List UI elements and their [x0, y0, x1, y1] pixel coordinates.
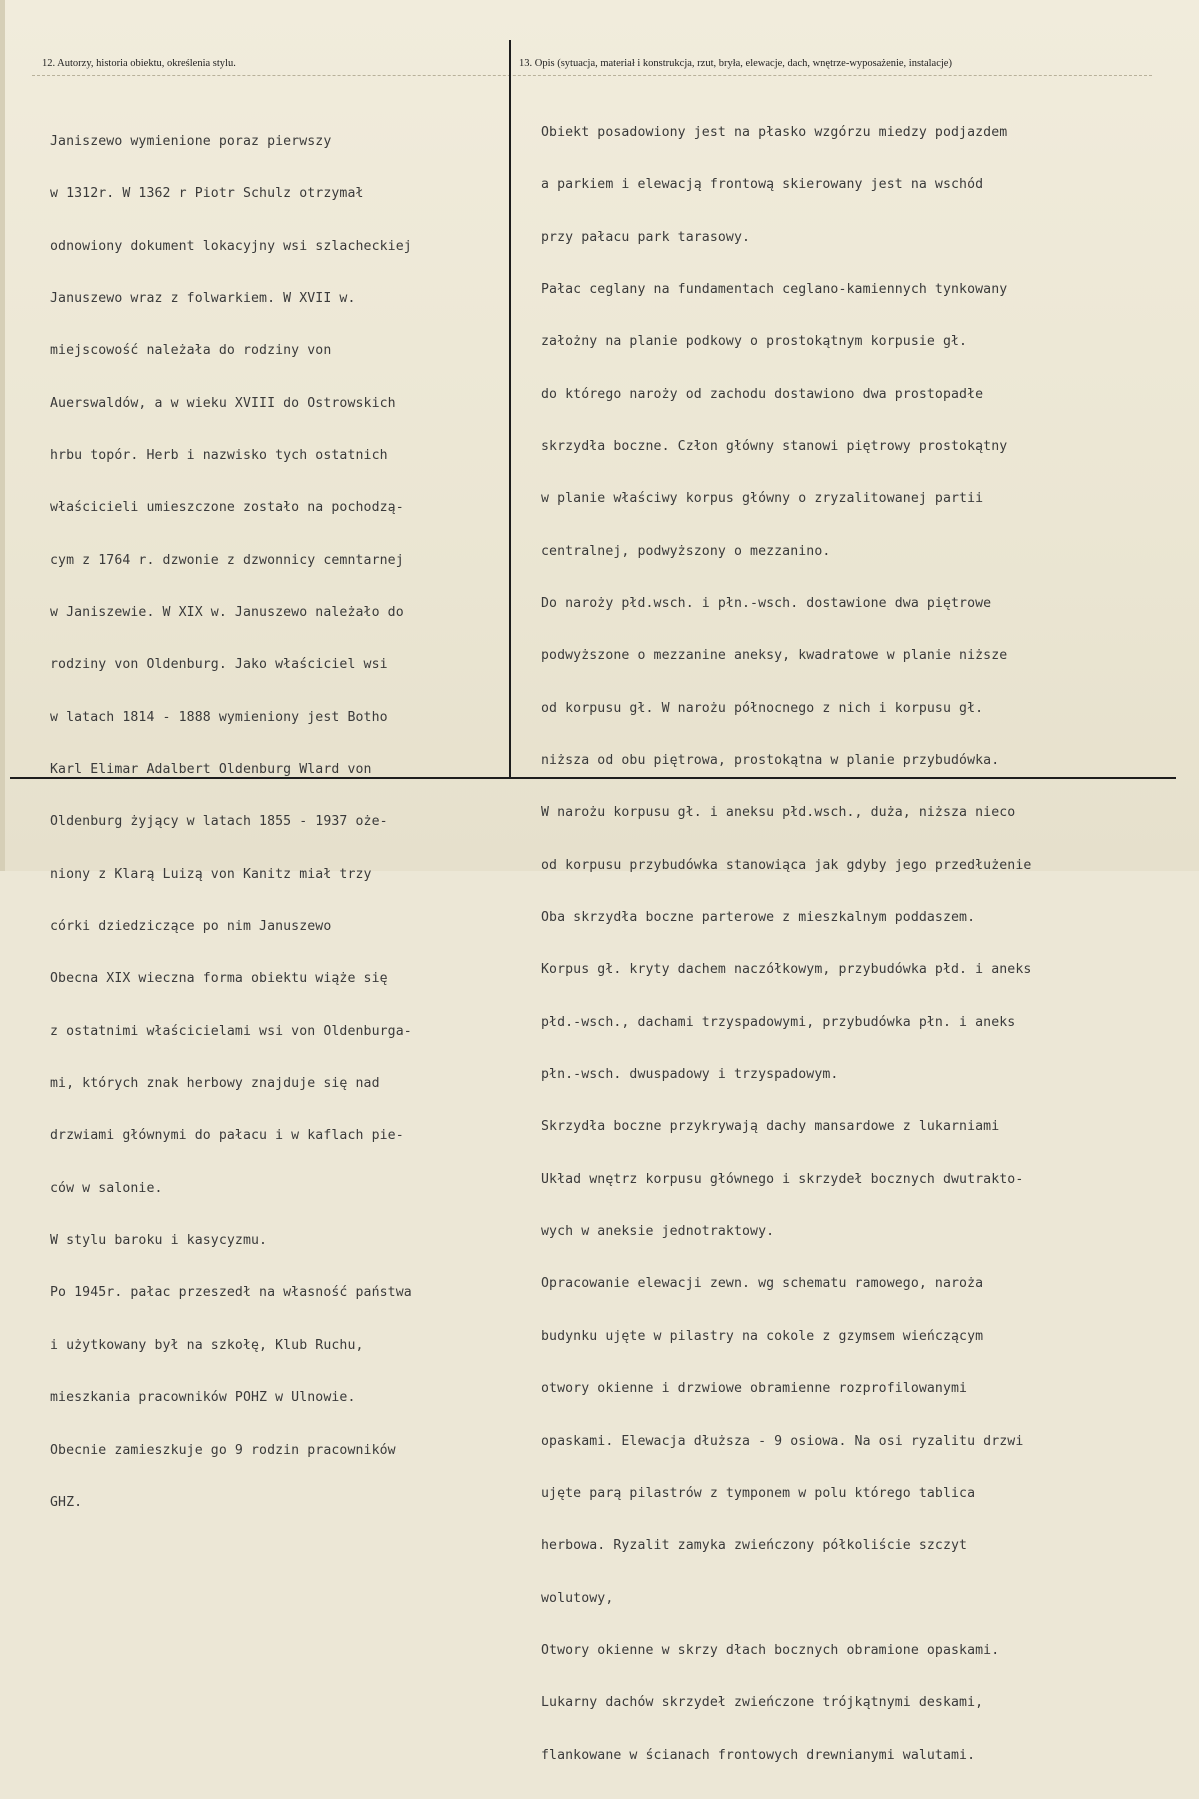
text-line: Otwory okienne w skrzy dłach bocznych obramione opaskami.	[541, 1642, 1000, 1658]
text-line: W stylu baroku i kasycyzmu.	[50, 1233, 268, 1249]
text-line: i użytkowany był na szkołę, Klub Ruchu,	[50, 1337, 364, 1353]
text-line: przy pałacu park tarasowy.	[541, 229, 751, 245]
sheet-edge	[0, 0, 5, 871]
text-line: wolutowy,	[541, 1590, 614, 1606]
text-line: w latach 1814 - 1888 wymieniony jest Botho	[50, 709, 388, 725]
text-line: W narożu korpusu gł. i aneksu płd.wsch., duża, niższa nieco	[541, 805, 1016, 821]
text-line: cym z 1764 r. dzwonie z dzwonnicy cemntarnej	[50, 552, 404, 568]
text-line: do którego naroży od zachodu dostawiono dwa prostopadłe	[541, 386, 984, 402]
text-line: Po 1945r. pałac przeszedł na własność państwa	[50, 1285, 412, 1301]
text-line: otwory okienne i drzwiowe obramienne rozprofilowanymi	[541, 1381, 968, 1397]
text-line: drzwiami głównymi do pałacu i w kaflach pie-	[50, 1128, 404, 1144]
text-line: córki dziedziczące po nim Januszewo	[50, 919, 332, 935]
text-line: Opracowanie elewacji zewn. wg schematu ramowego, naroża	[541, 1276, 984, 1292]
text-line: skrzydła boczne. Człon główny stanowi piętrowy prostokątny	[541, 438, 1008, 454]
text-line: rodziny von Oldenburg. Jako właściciel wsi	[50, 657, 388, 673]
text-line: Obecna XIX wieczna forma obiektu wiąże się	[50, 971, 388, 987]
text-line: Układ wnętrz korpusu głównego i skrzydeł bocznych dwutrakto-	[541, 1171, 1024, 1187]
text-line: a parkiem i elewacją frontową skierowany jest na wschód	[541, 177, 984, 193]
text-line: mieszkania pracowników POHZ w Ulnowie.	[50, 1390, 356, 1406]
text-line: Janiszewo wymienione poraz pierwszy	[50, 133, 332, 149]
section-12-header: 12. Autorzy, historia obiektu, określenia stylu.	[42, 58, 236, 69]
text-line: od korpusu gł. W narożu północnego z nich i korpusu gł.	[541, 700, 984, 716]
text-line: Pałac ceglany na fundamentach ceglano-kamiennych tynkowany	[541, 281, 1008, 297]
text-line: w Janiszewie. W XIX w. Januszewo należało do	[50, 605, 404, 620]
text-line: Oba skrzydła boczne parterowe z mieszkalnym poddaszem.	[541, 910, 976, 926]
text-line: podwyższone o mezzanine aneksy, kwadratowe w planie niższe	[541, 648, 1008, 664]
text-line: w 1312r. W 1362 r Piotr Schulz otrzymał	[50, 186, 364, 202]
text-line: Do naroży płd.wsch. i płn.-wsch. dostawione dwa piętrowe	[541, 596, 992, 611]
text-line: Lukarny dachów skrzydeł zwieńczone trójkątnymi deskami,	[541, 1695, 984, 1711]
text-line: z ostatnimi właścicielami wsi von Oldenburga-	[50, 1023, 412, 1039]
text-line: wych w aneksie jednotraktowy.	[541, 1224, 775, 1240]
text-line: płn.-wsch. dwuspadowy i trzyspadowym.	[541, 1067, 839, 1083]
text-line: odnowiony dokument lokacyjny wsi szlacheckiej	[50, 238, 412, 254]
text-line: od korpusu przybudówka stanowiąca jak gdyby jego przedłużenie	[541, 857, 1032, 873]
text-line: Auerswaldów, a w wieku XVIII do Ostrowskich	[50, 395, 396, 411]
text-line: Karl Elimar Adalbert Oldenburg Wlard von	[50, 762, 372, 778]
text-line: założny na planie podkowy o prostokątnym korpusie gł.	[541, 334, 968, 350]
text-line: niższa od obu piętrowa, prostokątna w planie przybudówka.	[541, 753, 1000, 769]
section-12-typed-text	[50, 98, 510, 1546]
text-line: herbowa. Ryzalit zamyka zwieńczony półkoliście szczyt	[541, 1538, 968, 1554]
text-line: właścicieli umieszczone zostało na pochodzą-	[50, 500, 404, 516]
header-rule	[32, 75, 1152, 76]
text-line: budynku ujęte w pilastry na cokole z gzymsem wieńczącym	[541, 1328, 984, 1344]
text-line: ujęte parą pilastrów z tymponem w polu którego tablica	[541, 1485, 976, 1501]
text-line: opaskami. Elewacja dłuższa - 9 osiowa. Na osi ryzalitu drzwi	[541, 1433, 1024, 1449]
text-line: Skrzydła boczne przykrywają dachy mansardowe z lukarniami	[541, 1119, 1000, 1135]
text-line: centralnej, podwyższony o mezzanino.	[541, 543, 831, 559]
text-line: niony z Klarą Luizą von Kanitz miał trzy	[50, 866, 372, 882]
section-13-header: 13. Opis (sytuacja, materiał i konstrukcja, rzut, bryła, elewacje, dach, wnętrze-wyposażenie, instalacje)	[519, 58, 952, 69]
text-line: w planie właściwy korpus główny o zryzalitowanej partii	[541, 491, 984, 507]
text-line: Januszewo wraz z folwarkiem. W XVII w.	[50, 290, 356, 306]
text-line: hrbu topór. Herb i nazwisko tych ostatnich	[50, 447, 388, 463]
text-line: ców w salonie.	[50, 1180, 163, 1196]
text-line: flankowane w ścianach frontowych drewnianymi walutami.	[541, 1747, 976, 1763]
text-line: mi, których znak herbowy znajduje się nad	[50, 1076, 380, 1092]
text-line: Obecnie zamieszkuje go 9 rodzin pracowników	[50, 1442, 396, 1458]
text-line: Oldenburg żyjący w latach 1855 - 1937 oże-	[50, 814, 388, 830]
text-line: płd.-wsch., dachami trzyspadowymi, przybudówka płn. i aneks	[541, 1014, 1016, 1030]
text-line: GHZ.	[50, 1494, 83, 1510]
text-line: miejscowość należała do rodziny von	[50, 343, 332, 359]
text-line: Obiekt posadowiony jest na płasko wzgórzu miedzy podjazdem	[541, 124, 1008, 140]
text-line: Korpus gł. kryty dachem naczółkowym, przybudówka płd. i aneks	[541, 962, 1032, 978]
section-13-typed-text	[541, 89, 1181, 1799]
